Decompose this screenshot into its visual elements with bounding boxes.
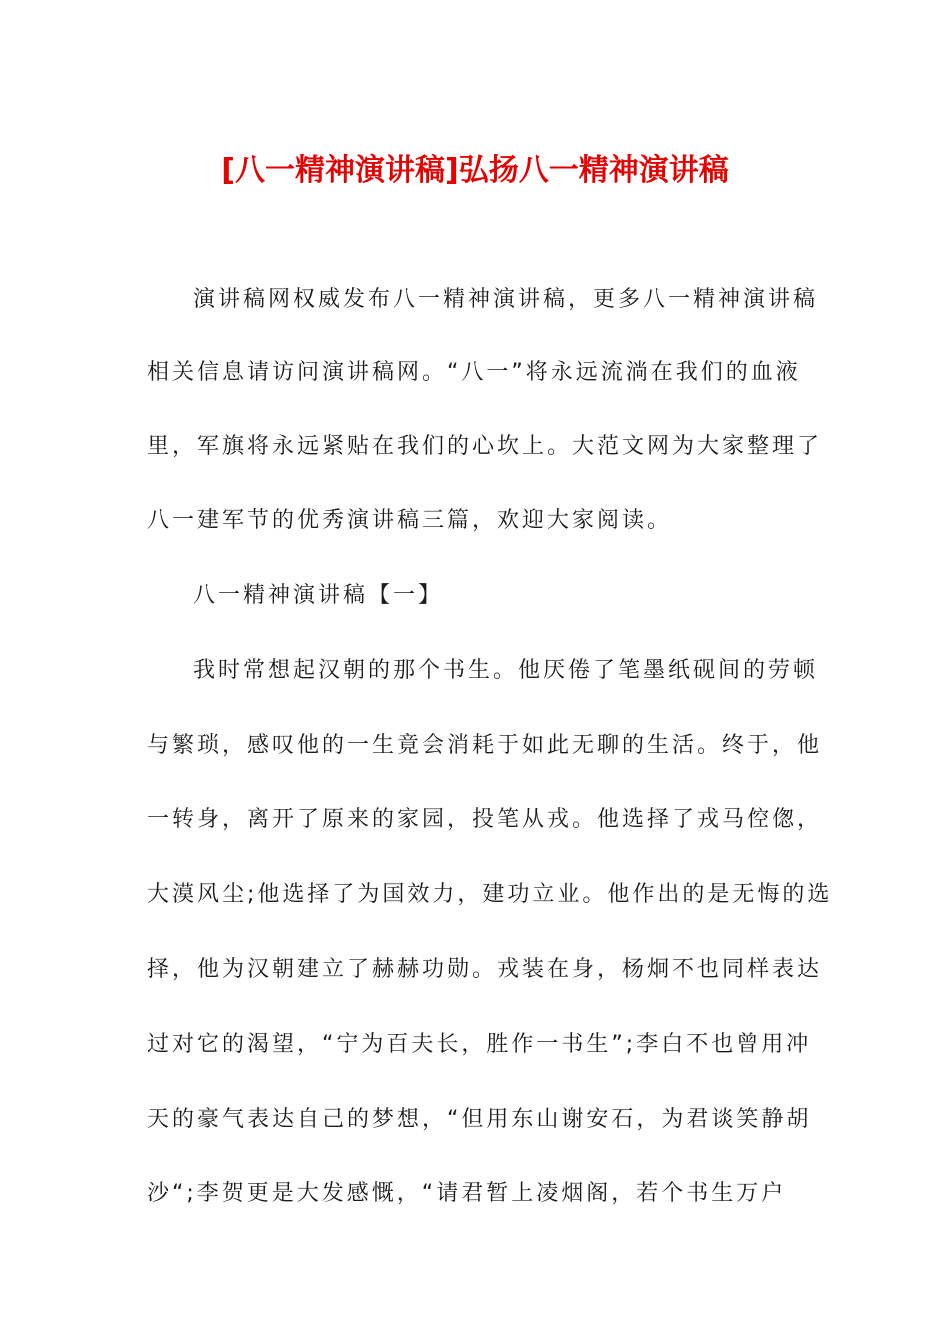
paragraph-line: 大漠风尘;他选择了为国效力，建功立业。他作出的是无悔的选 bbox=[147, 882, 833, 907]
paragraph-line: 过对它的渴望，“宁为百夫长，胜作一书生”;李白不也曾用冲 bbox=[147, 1032, 812, 1057]
paragraph-line: 里，军旗将永远紧贴在我们的心坎上。大范文网为大家整理了 bbox=[147, 434, 823, 459]
paragraph-line: 演讲稿网权威发布八一精神演讲稿，更多八一精神演讲稿 bbox=[193, 287, 819, 312]
paragraph-line: 八一建军节的优秀演讲稿三篇，欢迎大家阅读。 bbox=[147, 508, 673, 533]
paragraph-line: 相关信息请访问演讲稿网。“八一”将永远流淌在我们的血液 bbox=[147, 360, 801, 385]
paragraph-line: 天的豪气表达自己的梦想，“但用东山谢安石，为君谈笑静胡 bbox=[147, 1107, 812, 1132]
paragraph-line: 与繁琐，感叹他的一生竟会消耗于如此无聊的生活。终于，他 bbox=[147, 733, 823, 758]
section-heading: 八一精神演讲稿【一】 bbox=[193, 583, 444, 608]
paragraph-line: 择，他为汉朝建立了赫赫功勋。戎装在身，杨炯不也同样表达 bbox=[147, 957, 823, 982]
paragraph-line: 沙“;李贺更是大发感慨，“请君暂上凌烟阁，若个书生万户 bbox=[147, 1181, 787, 1206]
document-title: [八一精神演讲稿]弘扬八一精神演讲稿 bbox=[221, 153, 729, 188]
paragraph-line: 一转身，离开了原来的家园，投笔从戎。他选择了戎马倥偬， bbox=[147, 807, 823, 832]
paragraph-line: 我时常想起汉朝的那个书生。他厌倦了笔墨纸砚间的劳顿 bbox=[193, 658, 819, 683]
